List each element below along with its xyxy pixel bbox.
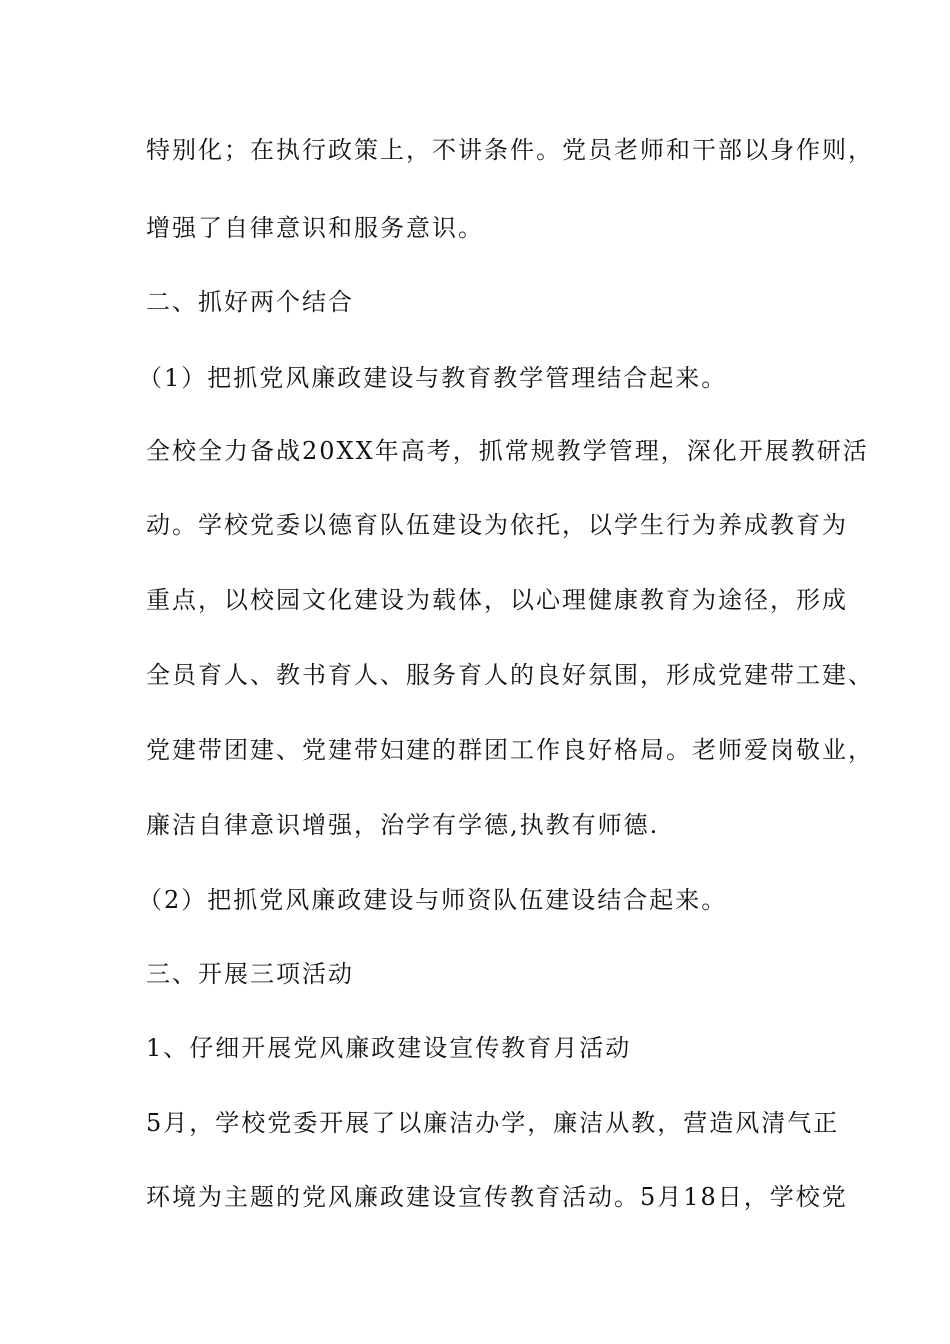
subsection-heading: 1、仔细开展党风廉政建设宣传教育月活动 [146,1034,632,1062]
paragraph-line: 特别化；在执行政策上，不讲条件。党员老师和干部以身作则， [146,136,874,164]
section-heading: 二、抓好两个结合 [146,288,354,316]
paragraph-line: 全员育人、教书育人、服务育人的良好氛围，形成党建带工建、 [146,661,874,689]
paragraph-line: 动。学校党委以德育队伍建设为依托，以学生行为养成教育为 [146,511,848,539]
section-heading: 三、开展三项活动 [146,960,354,988]
subsection-heading: （2）把抓党风廉政建设与师资队伍建设结合起来。 [138,886,728,914]
subsection-heading: （1）把抓党风廉政建设与教育教学管理结合起来。 [138,364,728,392]
paragraph-line: 党建带团建、党建带妇建的群团工作良好格局。老师爱岗敬业， [146,736,874,764]
paragraph-line: 环境为主题的党风廉政建设宣传教育活动。5月18日，学校党 [146,1183,848,1211]
paragraph-line: 廉洁自律意识增强，治学有学德,执教有师德. [146,811,660,839]
paragraph-line: 重点，以校园文化建设为载体，以心理健康教育为途径，形成 [146,586,848,614]
paragraph-line: 增强了自律意识和服务意识。 [146,214,484,242]
paragraph-line: 5月，学校党委开展了以廉洁办学，廉洁从教，营造风清气正 [146,1109,840,1137]
paragraph-line: 全校全力备战20XX年高考，抓常规教学管理，深化开展教研活 [146,437,869,465]
